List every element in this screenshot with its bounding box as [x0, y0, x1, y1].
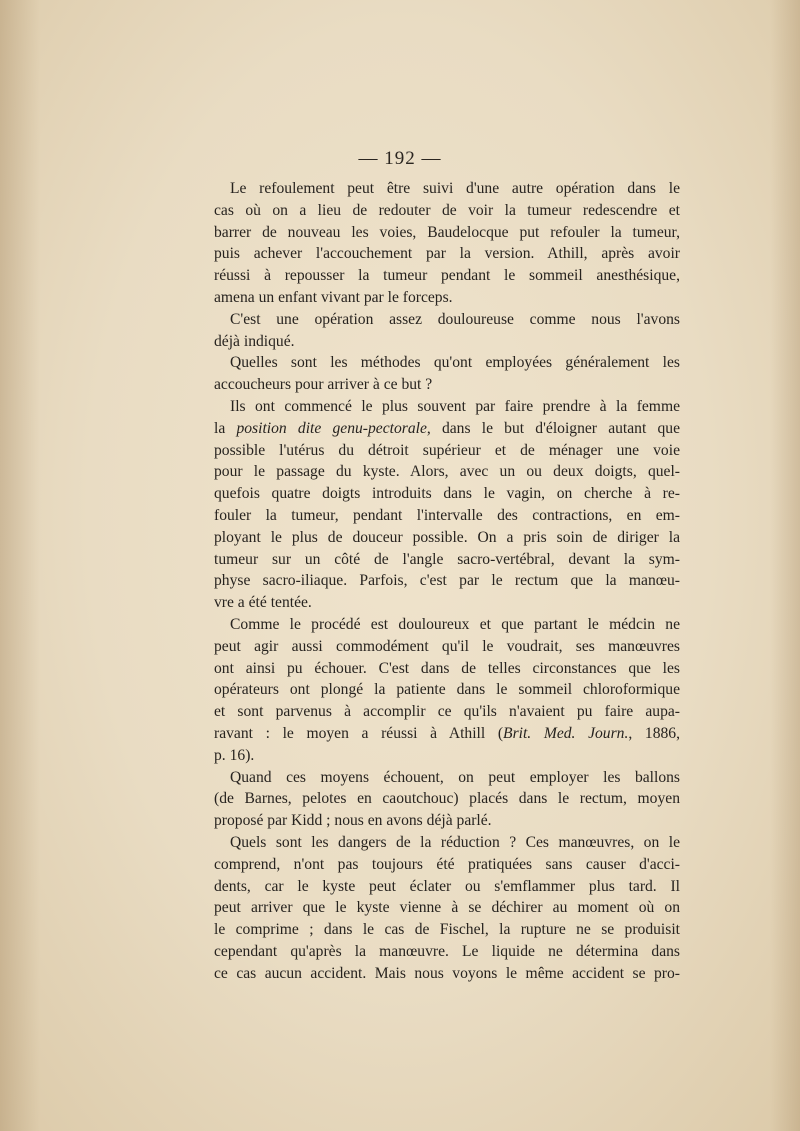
citation-journal: Brit. Med. Journ. — [503, 724, 629, 742]
text-line: comprend, n'ont pas toujours été pratiquées sans causer d'acci- — [214, 855, 680, 873]
text-line: cependant qu'après la manœuvre. Le liquide ne détermina dans — [214, 942, 680, 960]
text-line: déjà indiqué. — [214, 332, 295, 350]
body-text — [214, 178, 680, 984]
text-line: barrer de nouveau les voies, Baudelocque put refouler la tumeur, — [214, 223, 680, 241]
text-line: puis achever l'accouchement par la version. Athill, après avoir — [214, 245, 680, 263]
text-line: physe sacro-iliaque. Parfois, c'est par le rectum que la manœu- — [214, 572, 680, 590]
text-line: p. 16). — [214, 746, 255, 764]
text-line: Le refoulement peut être suivi d'une autre opération dans le — [230, 180, 680, 197]
text-line: réussi à repousser la tumeur pendant le sommeil anesthésique, — [214, 267, 680, 285]
text-line-with-italic — [214, 418, 680, 440]
text-line: quefois quatre doigts introduits dans le vagin, on cherche à re- — [214, 485, 680, 503]
paragraph-genu-pectorale — [214, 396, 680, 614]
text-line: Ils ont commencé le plus souvent par faire prendre à la femme — [230, 397, 680, 415]
text-line: ce cas aucun accident. Mais nous voyons le même accident se pro- — [214, 964, 680, 982]
text-line: (de Barnes, pelotes en caoutchouc) placés dans le rectum, moyen — [214, 790, 680, 808]
text-line: proposé par Kidd ; nous en avons déjà parlé. — [214, 812, 492, 830]
text-line: Comme le procédé est douloureux et que partant le médcin ne — [230, 615, 680, 633]
text-line: pour le passage du kyste. Alors, avec un ou deux doigts, quel- — [214, 463, 680, 481]
text-line: Quelles sont les méthodes qu'ont employées généralement les — [230, 354, 680, 372]
text-line: tumeur sur un côté de l'angle sacro-vertébral, devant la sym- — [214, 550, 680, 568]
text-line: Quand ces moyens échouent, on peut employer les ballons — [230, 768, 680, 786]
page-number: — 192 — — [358, 148, 442, 169]
text-segment: la — [214, 419, 237, 437]
text-line: peut arriver que le kyste vienne à se déchirer au moment où on — [214, 899, 680, 917]
paragraph-dangers-reduction — [214, 832, 680, 985]
text-line: vre a été tentée. — [214, 594, 312, 612]
text-segment: , 1886, — [628, 724, 680, 742]
paragraph-operation-douloureuse — [214, 309, 680, 353]
paragraph-procede-douloureux — [214, 614, 680, 767]
text-segment: ravant : le moyen a réussi à Athill ( — [214, 724, 504, 742]
text-line: accoucheurs pour arriver à ce but ? — [214, 376, 433, 394]
text-line: fouler la tumeur, pendant l'intervalle des contractions, en em- — [214, 506, 680, 524]
text-line: le comprime ; dans le cas de Fischel, la rupture ne se produisit — [214, 921, 680, 939]
text-line: opérateurs ont plongé la patiente dans le sommeil chloroformique — [214, 681, 680, 699]
text-line: Quels sont les dangers de la réduction ? Ces manœuvres, on le — [230, 833, 680, 851]
text-line: et sont parvenus à accomplir ce qu'ils n'avaient pu faire aupa- — [214, 703, 680, 721]
text-line: possible l'utérus du détroit supérieur et de ménager une voie — [214, 441, 680, 459]
text-line: ont ainsi pu échouer. C'est dans de telles circonstances que les — [214, 659, 680, 677]
text-segment: , dans le but d'éloigner autant que — [426, 419, 681, 437]
text-line: dents, car le kyste peut éclater ou s'emflammer plus tard. Il — [214, 877, 680, 895]
italic-term: position dite genu-pectorale — [236, 419, 427, 437]
text-line: cas où on a lieu de redouter de voir la tumeur redescendre et — [214, 201, 680, 219]
paragraph-methodes — [214, 352, 680, 396]
text-line: amena un enfant vivant par le forceps. — [214, 288, 453, 306]
text-line: peut agir aussi commodément qu'il le voudrait, ses manœuvres — [214, 637, 680, 655]
paragraph-refoulement — [214, 178, 680, 309]
text-line: ployant le plus de douceur possible. On a pris soin de diriger la — [214, 528, 680, 546]
paragraph-ballons — [214, 767, 680, 832]
text-line-with-citation — [214, 723, 680, 745]
text-line: C'est une opération assez douloureuse comme nous l'avons — [230, 310, 680, 328]
